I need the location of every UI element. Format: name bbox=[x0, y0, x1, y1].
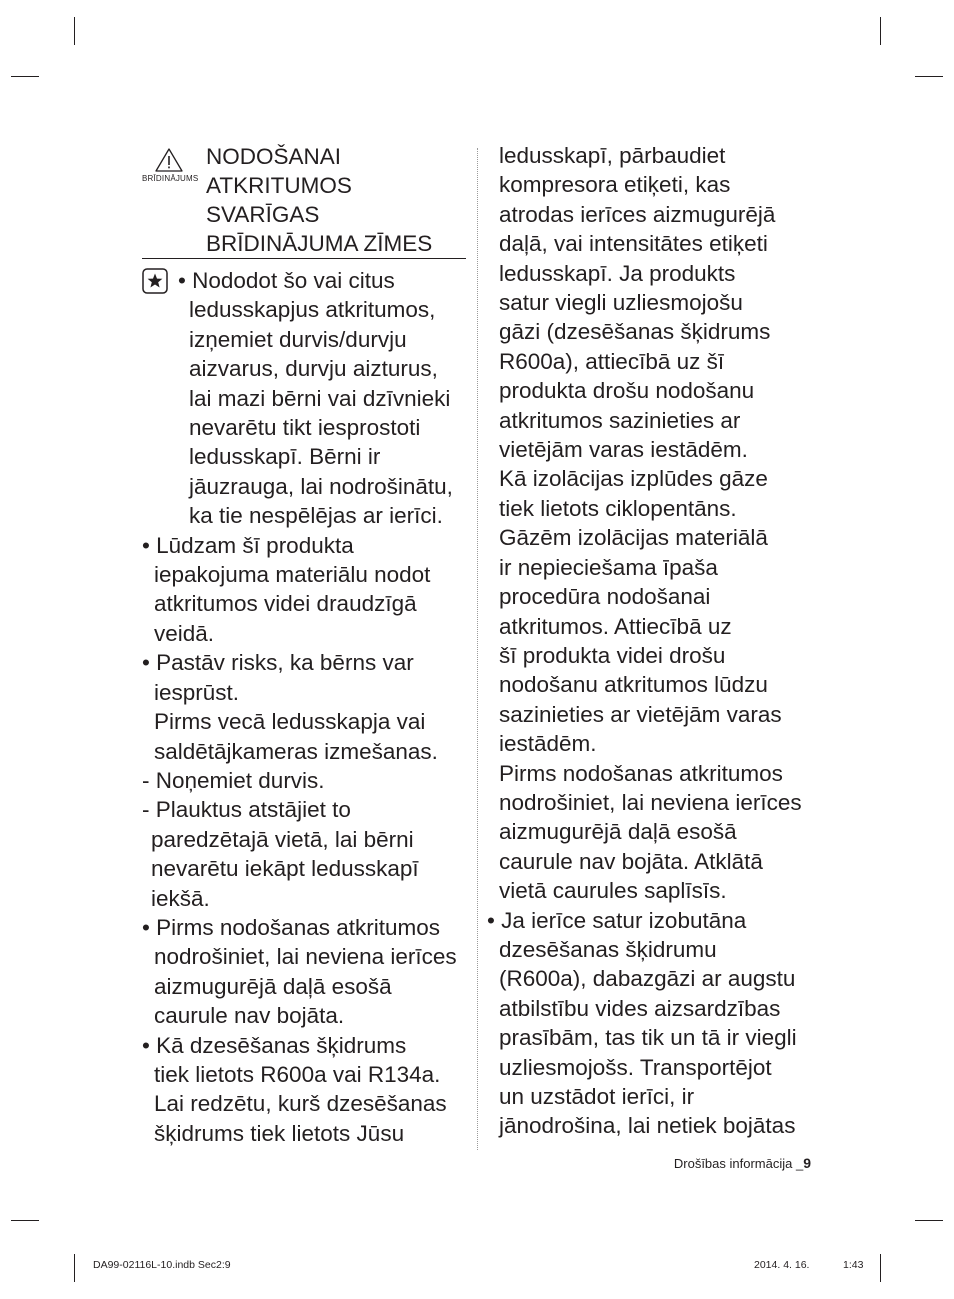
text-line: izņemiet durvis/durvju bbox=[189, 326, 407, 352]
text-line: atkritumos. Attiecībā uz bbox=[499, 613, 732, 639]
text-line: saldētājkameras izmešanas. bbox=[154, 738, 438, 764]
text-line: un uzstādot ierīci, ir bbox=[499, 1084, 695, 1109]
text-line: - Noņemiet durvis. bbox=[142, 767, 325, 793]
text-line: ledusskapī. Ja produkts bbox=[499, 260, 736, 286]
text-line: caurule nav bojāta. bbox=[154, 1003, 345, 1029]
text-line: vietā caurules saplīsīs. bbox=[499, 878, 727, 904]
text-line: atbilstību vides aizsardzības bbox=[499, 995, 781, 1021]
text-line: iekšā. bbox=[151, 885, 210, 911]
text-line: ir nepieciešama īpaša bbox=[499, 554, 718, 580]
text-line: daļā, vai intensitātes etiķeti bbox=[499, 231, 768, 257]
text-line: ka tie nespēlējas ar ierīci. bbox=[189, 503, 443, 529]
crop-mark bbox=[880, 1254, 881, 1282]
footer-section-label: Drošības informācija _ bbox=[673, 1156, 804, 1171]
title-line: SVARĪGAS bbox=[206, 202, 320, 227]
page-footer bbox=[674, 1155, 811, 1171]
text-line: nodošanu atkritumos lūdzu bbox=[499, 672, 768, 698]
crop-mark bbox=[880, 17, 881, 45]
warning-header bbox=[142, 142, 466, 259]
text-line: • Nododot šo vai citus bbox=[178, 268, 395, 293]
text-line: iestādēm. bbox=[499, 731, 597, 757]
right-column-text bbox=[487, 141, 819, 1141]
text-line: • Kā dzesēšanas šķidrums bbox=[142, 1032, 407, 1058]
text-line: nevarētu iekāpt ledusskapī bbox=[151, 856, 419, 882]
text-line: aizvarus, durvju aizturus, bbox=[189, 356, 438, 382]
text-line: šī produkta videi drošu bbox=[499, 642, 726, 668]
text-line: Pirms vecā ledusskapja vai bbox=[154, 709, 426, 735]
text-line: iepakojuma materiālu nodot bbox=[154, 562, 431, 588]
crop-mark bbox=[74, 17, 75, 45]
text-line: ledusskapī, pārbaudiet bbox=[499, 143, 726, 168]
text-line: lai mazi bērni vai dzīvnieki bbox=[189, 385, 451, 411]
text-line: Gāzēm izolācijas materiālā bbox=[499, 525, 768, 551]
text-line: jāuzrauga, lai nodrošinātu, bbox=[189, 473, 453, 499]
text-line: nevarētu tikt iesprostoti bbox=[189, 415, 421, 441]
text-line: Lai redzētu, kurš dzesēšanas bbox=[154, 1091, 447, 1117]
crop-mark bbox=[915, 1220, 943, 1221]
crop-mark bbox=[915, 76, 943, 77]
text-line: Pirms nodošanas atkritumos bbox=[499, 760, 783, 786]
section-title bbox=[206, 142, 468, 258]
crop-mark bbox=[11, 1220, 39, 1221]
text-line: procedūra nodošanai bbox=[499, 584, 711, 610]
text-line: atkritumos videi draudzīgā bbox=[154, 591, 417, 617]
text-line: nodrošiniet, lai neviena ierīces bbox=[499, 789, 802, 815]
text-line: uzliesmojošs. Transportējot bbox=[499, 1054, 772, 1080]
text-line: nodrošiniet, lai neviena ierīces bbox=[154, 944, 457, 970]
title-line: NODOŠANAI bbox=[206, 144, 342, 169]
crop-mark bbox=[11, 76, 39, 77]
text-line: atrodas ierīces aizmugurējā bbox=[499, 201, 776, 227]
text-line: ledusskapī. Bērni ir bbox=[189, 444, 381, 470]
text-line: kompresora etiķeti, kas bbox=[499, 172, 731, 198]
column-divider bbox=[477, 148, 478, 1150]
text-line: dzesēšanas šķidrumu bbox=[499, 936, 717, 962]
text-line: vietējām varas iestādēm. bbox=[499, 437, 748, 463]
imprint-date: 2014. 4. 16. bbox=[754, 1259, 810, 1271]
text-line: iesprūst. bbox=[154, 679, 240, 705]
imprint-time: 1:43 bbox=[843, 1259, 864, 1271]
text-line: produkta drošu nodošanu bbox=[499, 378, 755, 404]
left-column-text bbox=[142, 266, 472, 1148]
text-line: tiek lietots ciklopentāns. bbox=[499, 495, 737, 521]
title-line: BRĪDINĀJUMA ZĪMES bbox=[206, 231, 433, 256]
text-line: tiek lietots R600a vai R134a. bbox=[154, 1061, 441, 1087]
text-line: paredzētajā vietā, lai bērni bbox=[151, 826, 414, 852]
text-line: atkritumos sazinieties ar bbox=[499, 407, 741, 433]
title-line: ATKRITUMOS bbox=[206, 173, 352, 198]
warning-label: BRĪDINĀJUMS bbox=[142, 174, 199, 183]
text-line: Kā izolācijas izplūdes gāze bbox=[499, 466, 768, 492]
crop-mark bbox=[74, 1254, 75, 1282]
text-line: sazinieties ar vietējām varas bbox=[499, 701, 782, 727]
text-line: • Ja ierīce satur izobutāna bbox=[487, 907, 747, 933]
text-line: šķidrums tiek lietots Jūsu bbox=[154, 1120, 405, 1146]
text-line: jānodrošina, lai netiek bojātas bbox=[499, 1113, 796, 1139]
text-line: aizmugurējā daļā esošā bbox=[499, 819, 737, 845]
page-number: 9 bbox=[803, 1155, 811, 1171]
text-line: gāzi (dzesēšanas šķidrums bbox=[499, 319, 771, 345]
text-line: R600a), attiecībā uz šī bbox=[499, 348, 725, 374]
text-line: • Pirms nodošanas atkritumos bbox=[142, 914, 440, 940]
text-line: veidā. bbox=[154, 620, 215, 646]
text-line: • Pastāv risks, ka bērns var bbox=[142, 650, 414, 676]
text-line: - Plauktus atstājiet to bbox=[142, 797, 351, 823]
text-line: ledusskapjus atkritumos, bbox=[189, 297, 436, 323]
warning-triangle-icon bbox=[154, 147, 184, 173]
text-line: prasībām, tas tik un tā ir viegli bbox=[499, 1025, 797, 1051]
imprint-file: DA99-02116L-10.indb Sec2:9 bbox=[93, 1259, 231, 1271]
text-line: satur viegli uzliesmojošu bbox=[499, 290, 743, 316]
text-line: • Lūdzam šī produkta bbox=[142, 532, 354, 558]
text-line: (R600a), dabazgāzi ar augstu bbox=[499, 966, 796, 992]
text-line: aizmugurējā daļā esošā bbox=[154, 973, 392, 999]
text-line: caurule nav bojāta. Atklātā bbox=[499, 848, 763, 874]
